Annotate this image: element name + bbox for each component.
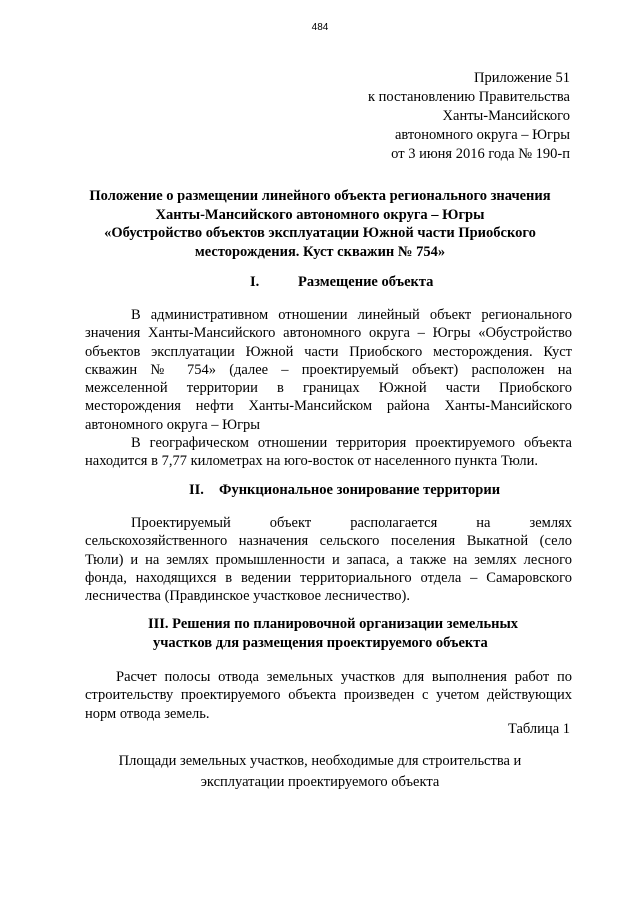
text-line: межселенной территории в границах Южной части Приобского: [85, 380, 572, 397]
appendix-line: Ханты-Мансийского: [442, 108, 570, 124]
appendix-line: к постановлению Правительства: [368, 89, 570, 105]
text-line: скважин № 754» (далее – проектируемый объект) расположен на: [85, 361, 572, 378]
text-line: автономного округа – Югры: [85, 416, 261, 433]
text-line: объектов эксплуатации Южной части Приобского месторождения. Куст: [85, 343, 572, 360]
title-line: месторождения. Куст скважин № 754»: [194, 243, 446, 260]
appendix-line: автономного округа – Югры: [394, 127, 570, 143]
text-line: норм отвода земель.: [85, 705, 210, 722]
text-line: месторождения нефти Ханты-Мансийском района Ханты-Мансийского: [85, 398, 572, 415]
section-2-paragraph-1: [85, 514, 572, 605]
appendix-block: [270, 69, 570, 164]
section-1-title: Размещение объекта: [298, 274, 434, 290]
appendix-line: от 3 июня 2016 года № 190-п: [391, 146, 570, 162]
section-3-paragraph-1: [85, 668, 572, 723]
title-line: Положение о размещении линейного объекта регионального значения: [89, 188, 551, 204]
section-1-number: I.: [250, 274, 260, 290]
section-3-heading-line: участков для размещения проектируемого объекта: [153, 634, 488, 651]
section-2-title: Функциональное зонирование территории: [219, 482, 501, 498]
page-number: 484: [311, 22, 329, 33]
section-2-heading: [189, 481, 500, 500]
text-line: находится в 7,77 километрах на юго-восток от населенного пункта Тюли.: [85, 453, 539, 470]
section-3-heading: [148, 615, 518, 652]
text-line: Расчет полосы отвода земельных участков для выполнения работ по: [116, 669, 572, 685]
section-1-paragraph-1: [85, 306, 572, 471]
title-line: Ханты-Мансийского автономного округа – Югры: [155, 206, 485, 223]
table-label: Таблица 1: [507, 721, 570, 737]
table-caption-line: Площади земельных участков, необходимые для строительства и: [118, 753, 522, 769]
title-line: «Обустройство объектов эксплуатации Южной части Приобского: [104, 225, 536, 241]
section-2-number: II.: [189, 482, 204, 498]
text-line: Тюли) и на землях промышленности и запаса, а также на землях лесного: [85, 551, 572, 568]
text-line: значения Ханты-Мансийского автономного округа – Югры «Обустройство: [85, 325, 572, 342]
text-line: строительству проектируемого объекта произведен с учетом действующих: [85, 687, 572, 704]
section-1-heading: [250, 273, 433, 292]
text-line: фонда, находящихся в ведении территориального отдела – Самаровского: [85, 569, 572, 586]
document-title: [70, 187, 570, 261]
section-3-heading-line: III. Решения по планировочной организации земельных: [148, 616, 519, 632]
table-caption: [70, 751, 570, 793]
text-line: Проектируемый объект располагается на землях: [131, 515, 572, 531]
text-line: сельскохозяйственного назначения сельского поселения Выкатной (село: [85, 533, 572, 550]
text-line: лесничества (Правдинское участковое лесничество).: [85, 588, 411, 605]
appendix-line: Приложение 51: [474, 70, 570, 86]
text-line: В географическом отношении территория проектируемого объекта: [131, 435, 572, 452]
text-line: В административном отношении линейный объект регионального: [131, 307, 572, 323]
table-caption-line: эксплуатации проектируемого объекта: [200, 774, 440, 790]
